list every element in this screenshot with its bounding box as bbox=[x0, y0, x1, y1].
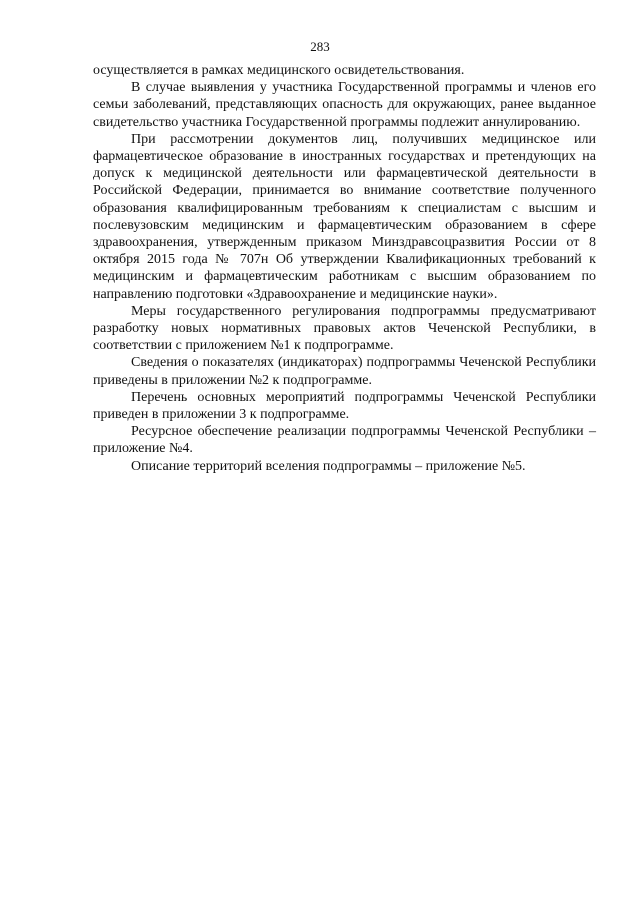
paragraph-activities-list: Перечень основных мероприятий подпрограммы Чеченской Республики приведен в приложении 3 к подпрограмме. bbox=[93, 389, 596, 423]
page-number: 283 bbox=[310, 39, 330, 54]
paragraph-continuation: осуществляется в рамках медицинского освидетельствования. bbox=[93, 63, 465, 78]
paragraph-indicators: Сведения о показателях (индикаторах) подпрограммы Чеченской Республики приведены в приложении №2 к подпрограмме. bbox=[93, 355, 596, 388]
paragraph-resource-support: Ресурсное обеспечение реализации подпрограммы Чеченской Республики – приложение №4. bbox=[93, 424, 596, 457]
paragraph-foreign-education: При рассмотрении документов лиц, получивших медицинское или фармацевтическое образование в иностранных государствах и претендующих на допуск к медицинской деятельности или фармацевтической деятельности в Российской Федерации, принимается во внимание соответствие полученного образования квалифицированным требованиям к специалистам с высшим и послевузовским медицинским и фармацевтическим образованием в сфере здравоохранения, утвержденным приказом Минздравсоцразвития России от 8 октября 2015 года № 707н Об утверждении Квалификационных требований к медицинским и фармацевтическим работникам с высшим образованием по направлению подготовки «Здравоохранение и медицинские науки». bbox=[93, 131, 596, 302]
paragraph-regulation-measures: Меры государственного регулирования подпрограммы предусматривают разработку новых нормативных правовых актов Чеченской Республики, в соответствии с приложением №1 к подпрограмме. bbox=[93, 303, 596, 354]
body-text bbox=[93, 62, 596, 475]
paragraph-settlement-territories: Описание территорий вселения подпрограммы – приложение №5. bbox=[131, 458, 526, 474]
paragraph-certificate-annulment: В случае выявления у участника Государственной программы и членов его семьи заболеваний, представляющих опасность для окружающих, ранее выданное свидетельство участника Государственной программы подлежит аннулированию. bbox=[93, 80, 596, 130]
